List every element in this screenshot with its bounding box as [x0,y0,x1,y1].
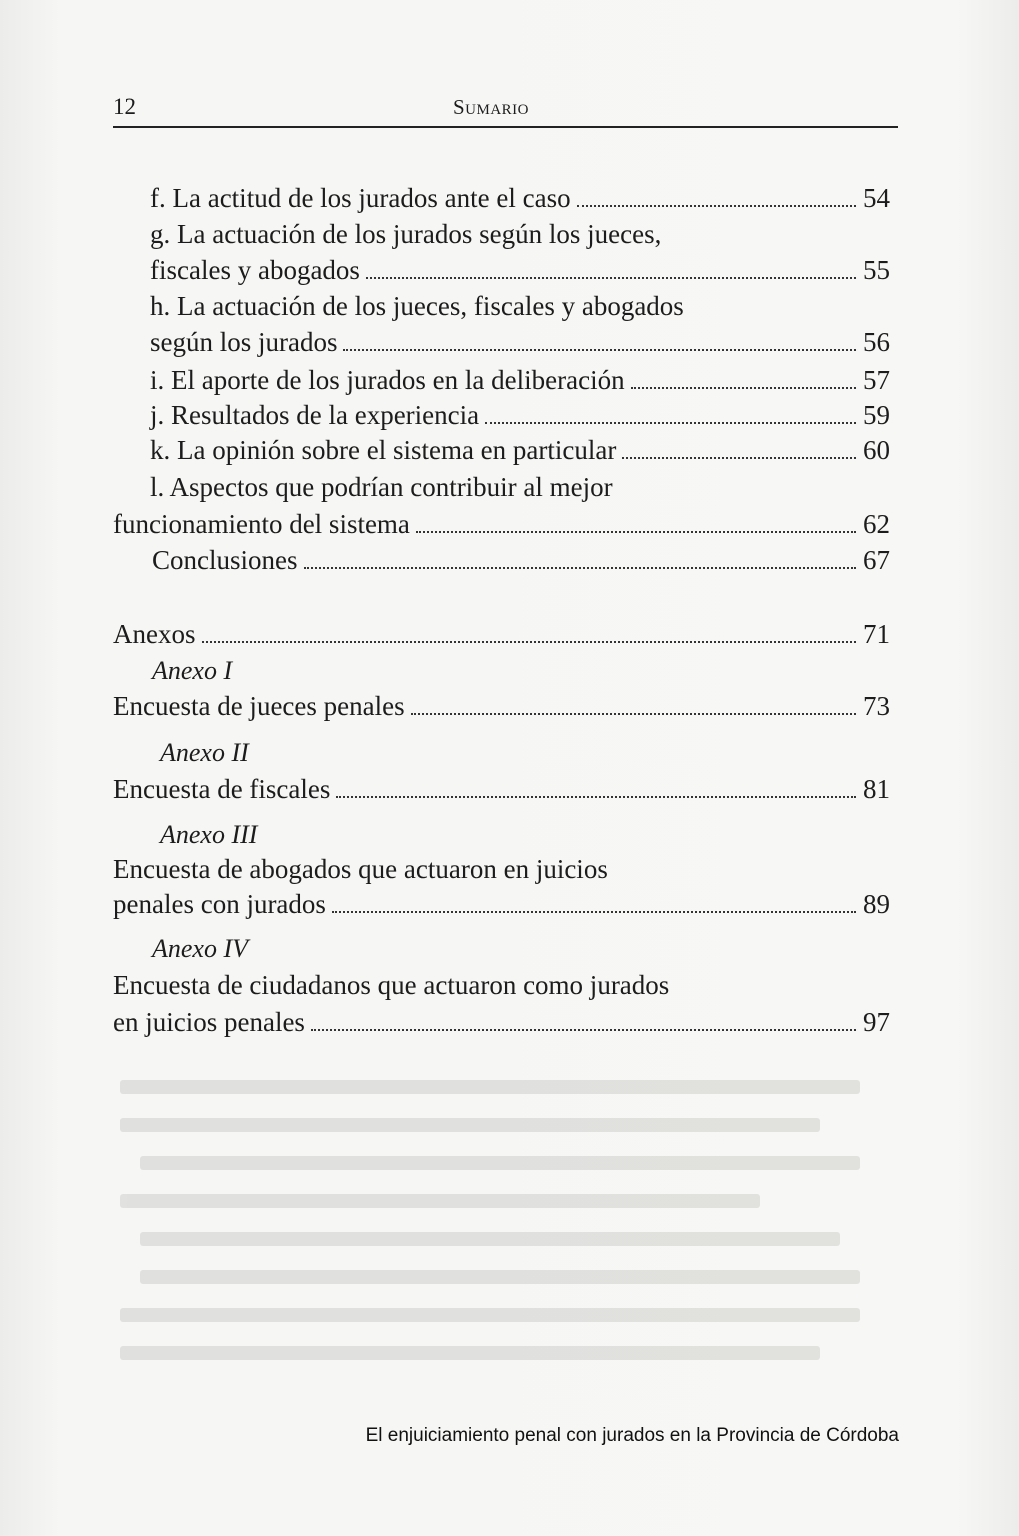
dot-leader [577,204,856,207]
toc-page-number: 67 [863,545,890,575]
dot-leader [416,530,856,533]
toc-entry-text: en juicios penales [113,1007,305,1037]
toc-page-number: 55 [863,255,890,285]
toc-entry-text: Anexos [113,619,196,649]
toc-entry-anexo-4-line1: Encuesta de ciudadanos que actuaron como jurados [113,970,670,1000]
toc-page-number: 81 [863,774,890,804]
toc-entry-text: f. La actitud de los jurados ante el caso [150,183,571,213]
toc-page-number: 71 [863,619,890,649]
toc-entry-anexo-1 [113,689,890,723]
toc-page-number: 62 [863,509,890,539]
toc-entry-h-line1: h. La actuación de los jueces, fiscales y abogados [150,291,684,321]
dot-leader [336,795,856,798]
toc-entry-anexos [113,617,890,651]
toc-page-number: 73 [863,691,890,721]
toc-page-number: 59 [863,400,890,430]
dot-leader [411,712,856,715]
toc-page-number: 54 [863,183,890,213]
toc-entry-text: j. Resultados de la experiencia [150,400,480,430]
dot-leader [631,386,856,389]
toc-page-number: 97 [863,1007,890,1037]
toc-entry-l-line1: l. Aspectos que podrían contribuir al mejor [150,472,613,502]
dot-leader [202,640,857,643]
toc-entry-k [150,433,890,467]
toc-entry-i [150,363,890,397]
dot-leader [622,456,856,459]
toc-entry-text: funcionamiento del sistema [113,509,410,539]
anexo-label: Anexo I [152,656,233,685]
toc-entry-j [150,398,890,432]
toc-entry-text: penales con jurados [113,889,326,919]
anexo-label: Anexo III [160,820,258,849]
dot-leader [332,910,856,913]
book-title-footer: El enjuiciamiento penal con jurados en la Provincia de Córdoba [365,1425,899,1446]
toc-entry-f [150,181,890,215]
anexo-label: Anexo II [160,738,249,767]
toc-entry-g-line1: g. La actuación de los jurados según los jueces, [150,219,662,249]
dot-leader [343,348,856,351]
toc-entry-anexo-2 [113,772,890,806]
toc-entry-text: Encuesta de fiscales [113,774,331,804]
toc-entry-text: Encuesta de jueces penales [113,691,405,721]
toc-page-number: 56 [863,327,890,357]
toc-entry-anexo-3-line1: Encuesta de abogados que actuaron en juicios [113,854,608,884]
toc-entry-text: Conclusiones [152,545,298,575]
toc-entry-anexo-4 [113,1005,890,1039]
toc-entry-text: fiscales y abogados [150,255,360,285]
anexo-label: Anexo IV [152,934,249,963]
toc-entry-g [150,253,890,287]
dot-leader [366,276,856,279]
toc-entry-text: según los jurados [150,327,338,357]
page-header [113,92,898,128]
toc-entry-anexo-3 [113,887,890,921]
section-title: Sumario [453,95,530,119]
dot-leader [311,1028,856,1031]
toc-entry-l [113,507,890,541]
toc-page-number: 57 [863,365,890,395]
page-number: 12 [113,94,136,119]
toc-entry-h [150,325,890,359]
dot-leader [485,421,856,424]
toc-page-number: 89 [863,889,890,919]
toc-entry-text: k. La opinión sobre el sistema en particular [150,435,617,465]
toc-entry-text: i. El aporte de los jurados en la deliberación [150,365,625,395]
toc-entry-conclusiones [152,543,890,577]
toc-page-number: 60 [863,435,890,465]
dot-leader [304,566,857,569]
